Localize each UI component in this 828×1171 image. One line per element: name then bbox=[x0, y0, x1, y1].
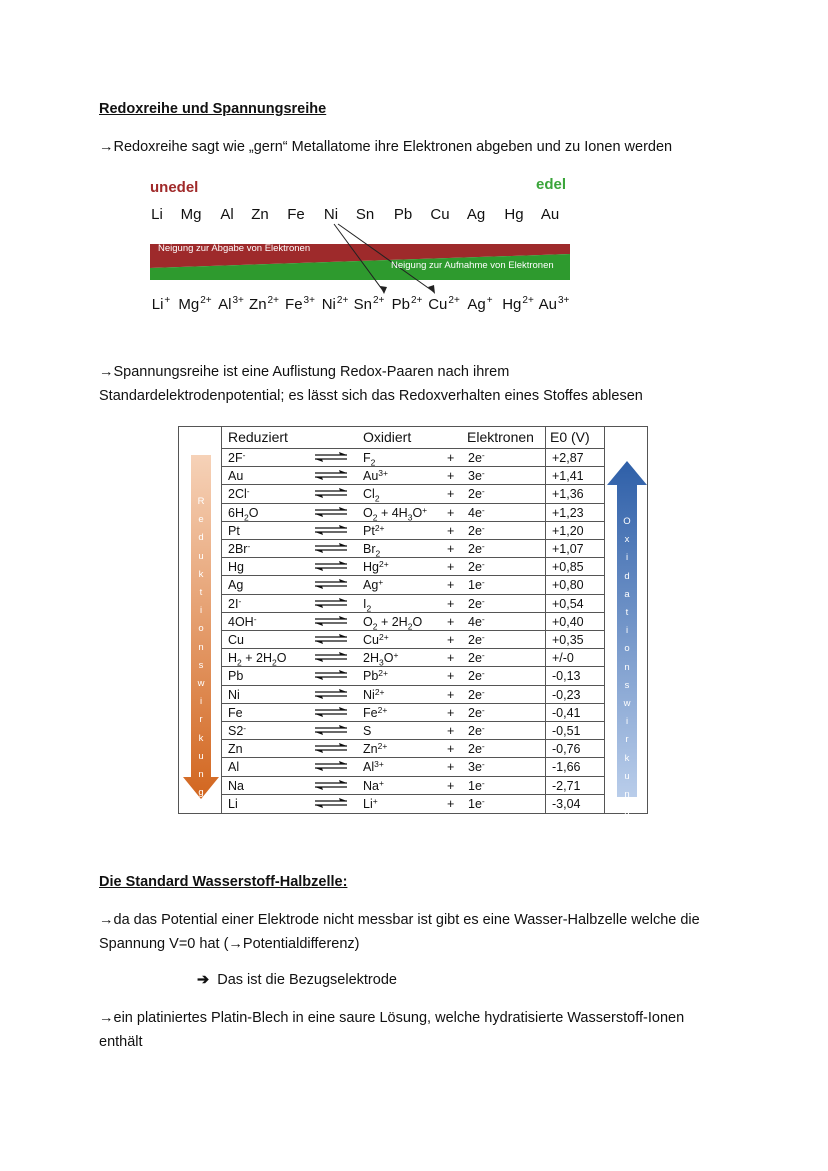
arrow-letter: t bbox=[625, 607, 629, 619]
table-row bbox=[222, 685, 604, 704]
cell-e0: +0,35 bbox=[552, 633, 584, 647]
plus-sign: + bbox=[447, 724, 455, 738]
arrow-letter: g bbox=[624, 807, 630, 819]
table-row bbox=[222, 776, 604, 795]
equilibrium-arrows-icon bbox=[313, 670, 349, 680]
header-elektronen: Elektronen bbox=[467, 429, 534, 445]
spannungsreihe-table bbox=[178, 426, 648, 819]
plus-sign: + bbox=[447, 596, 455, 611]
arrow-right-icon: → bbox=[99, 1010, 114, 1026]
paragraph-wasserstoff: →da das Potential einer Elektrode nicht messbar ist gibt es eine Wasser-Halbzelle welche die Spannung V=0 hat (→Potentialdifferenz) bbox=[99, 912, 700, 952]
table-row bbox=[222, 521, 604, 540]
cell-e0: +0,40 bbox=[552, 614, 584, 629]
equilibrium-arrows-icon bbox=[313, 579, 349, 589]
cell-oxidized: Li+ bbox=[363, 795, 378, 811]
arrow-letter: u bbox=[198, 750, 204, 762]
cell-oxidized: $Au^{3+}$ bbox=[363, 468, 388, 484]
ion-fe: $Fe^{3+}$ bbox=[285, 295, 315, 313]
label-unedel: unedel bbox=[150, 179, 199, 196]
cell-oxidized: $O_2 + 4H_3O^+$ bbox=[363, 504, 428, 523]
col-divider bbox=[604, 427, 605, 813]
cell-reduced: Ni bbox=[228, 687, 240, 702]
cell-e0: -1,66 bbox=[552, 760, 581, 775]
plus-sign: + bbox=[447, 487, 455, 502]
section-title-wasserstoff: Die Standard Wasserstoff-Halbzelle: bbox=[99, 874, 348, 890]
arrow-letter: o bbox=[198, 623, 204, 635]
arrow-letter: d bbox=[198, 532, 204, 544]
ion-ni: $Ni^{2+}$ bbox=[321, 295, 349, 313]
metal-mg: Mg bbox=[180, 206, 202, 223]
cell-e0: -3,04 bbox=[552, 796, 581, 811]
cell-e0: +2,87 bbox=[552, 451, 584, 465]
cell-electrons: 4e- bbox=[468, 613, 485, 629]
metal-cu: Cu bbox=[430, 206, 450, 223]
paragraph-spannungsreihe: →Spannungsreihe ist eine Auflistung Redox-Paaren nach ihrem Standardelektrodenpotential; es lässt sich das Redoxverhalten eines Stoffes ablesen bbox=[99, 364, 643, 404]
plus-sign: + bbox=[447, 614, 455, 629]
table-row bbox=[222, 503, 604, 522]
arrow-letter: k bbox=[198, 732, 204, 744]
cell-reduced: Pt bbox=[228, 523, 240, 538]
band-label-green: Neigung zur Aufnahme von Elektronen bbox=[391, 260, 554, 271]
cell-e0: +1,41 bbox=[552, 469, 584, 484]
table-row bbox=[222, 703, 604, 722]
cell-electrons: 2e- bbox=[468, 723, 485, 738]
cell-oxidized: Na+ bbox=[363, 777, 384, 793]
cell-reduced: Al bbox=[228, 760, 240, 775]
cell-oxidized: S bbox=[363, 724, 372, 738]
cell-oxidized: $Cu^{2+}$ bbox=[363, 632, 389, 647]
metal-au: Au bbox=[540, 206, 560, 223]
oxidation-arrow-text bbox=[621, 513, 633, 822]
cell-reduced: Ag bbox=[228, 578, 244, 593]
table-row bbox=[222, 612, 604, 631]
table-row bbox=[222, 484, 604, 503]
cell-e0: -0,51 bbox=[552, 724, 581, 738]
cell-e0: +1,20 bbox=[552, 523, 584, 538]
equilibrium-arrows-icon bbox=[313, 743, 349, 753]
equilibrium-arrows-icon bbox=[313, 634, 349, 644]
arrow-letter: R bbox=[197, 496, 205, 507]
cell-e0: -0,41 bbox=[552, 705, 581, 720]
header-oxidiert: Oxidiert bbox=[363, 429, 412, 445]
arrow-letter: u bbox=[198, 550, 204, 562]
plus-sign: + bbox=[447, 651, 455, 666]
plus-sign: + bbox=[447, 578, 455, 593]
arrow-letter: r bbox=[199, 714, 203, 726]
arrow-letter: s bbox=[198, 659, 204, 671]
ion-hg: $Hg^{2+}$ bbox=[502, 295, 534, 313]
cell-reduced: Pb bbox=[228, 669, 244, 684]
header-reduziert: Reduziert bbox=[228, 429, 288, 445]
table-row bbox=[222, 466, 604, 485]
equilibrium-arrows-icon bbox=[313, 725, 349, 735]
arrow-head-1 bbox=[380, 286, 387, 294]
arrow-letter: i bbox=[199, 605, 203, 617]
cell-electrons: 3e- bbox=[468, 759, 485, 775]
arrow-letter: n bbox=[198, 641, 204, 653]
cell-reduced: Na bbox=[228, 778, 244, 793]
cell-reduced: 4OH- bbox=[228, 613, 257, 629]
arrow-letter: i bbox=[199, 696, 203, 708]
arrow-letter: o bbox=[624, 643, 630, 655]
ion-ag: Ag+ bbox=[467, 295, 493, 313]
cell-electrons: 2e- bbox=[468, 650, 485, 666]
cell-reduced: Hg bbox=[228, 560, 244, 575]
plus-sign: + bbox=[447, 796, 455, 811]
table-row bbox=[222, 721, 604, 740]
arrow-letter: O bbox=[623, 516, 631, 527]
ion-mg: $Mg^{2+}$ bbox=[178, 295, 212, 313]
plus-sign: + bbox=[447, 469, 455, 484]
reduction-arrow-text bbox=[195, 493, 207, 802]
ion-pb: $Pb^{2+}$ bbox=[391, 295, 423, 313]
arrow-letter: w bbox=[197, 678, 205, 690]
cell-electrons: 2e- bbox=[468, 559, 485, 575]
cell-oxidized: $Ni^{2+}$ bbox=[363, 686, 385, 702]
equilibrium-arrows-icon bbox=[313, 652, 349, 662]
arrow-letter: d bbox=[624, 570, 630, 582]
metal-zn: Zn bbox=[251, 206, 269, 223]
arrow-letter: n bbox=[624, 789, 630, 801]
metal-sn: Sn bbox=[355, 206, 375, 223]
cell-oxidized: $Pt^{2+}$ bbox=[363, 522, 385, 538]
equilibrium-arrows-icon bbox=[313, 616, 349, 626]
ion-cu: $Cu^{2+}$ bbox=[428, 295, 460, 313]
cell-e0: +0,85 bbox=[552, 560, 584, 575]
cell-reduced: 2F- bbox=[228, 450, 246, 465]
equilibrium-arrows-icon bbox=[313, 507, 349, 517]
plus-sign: + bbox=[447, 505, 455, 520]
cell-electrons: 2e- bbox=[468, 704, 485, 720]
equilibrium-arrows-icon bbox=[313, 598, 349, 608]
arrow-letter: n bbox=[198, 769, 204, 781]
metal-hg: Hg bbox=[504, 206, 524, 223]
cell-reduced: Cu bbox=[228, 633, 244, 647]
plus-sign: + bbox=[447, 669, 455, 684]
cell-electrons: 2e- bbox=[468, 741, 485, 757]
cell-electrons: 1e- bbox=[468, 777, 485, 793]
cell-electrons: 1e- bbox=[468, 795, 485, 811]
section-title-redoxreihe: Redoxreihe und Spannungsreihe bbox=[99, 101, 327, 117]
table-row bbox=[222, 739, 604, 758]
arrow-letter: r bbox=[625, 734, 629, 746]
header-e0: E0 (V) bbox=[550, 429, 590, 445]
ion-al: $Al^{3+}$ bbox=[218, 295, 244, 313]
arrow-right-icon: → bbox=[228, 936, 243, 952]
plus-sign: + bbox=[447, 560, 455, 575]
metal-al: Al bbox=[220, 206, 234, 223]
plus-sign: + bbox=[447, 451, 455, 465]
cell-reduced: 2I- bbox=[228, 595, 242, 611]
cell-reduced: 2Br- bbox=[228, 541, 251, 556]
arrow-letter: x bbox=[624, 534, 630, 546]
equilibrium-arrows-icon bbox=[313, 543, 349, 553]
arrow-letter: n bbox=[624, 661, 630, 673]
arrow-right-icon: → bbox=[99, 364, 114, 380]
equilibrium-arrows-icon bbox=[313, 761, 349, 771]
metal-ag: Ag bbox=[466, 206, 486, 223]
label-edel: edel bbox=[536, 176, 567, 193]
bullet-bezugselektrode: ➔ Das ist die Bezugselektrode bbox=[197, 972, 397, 988]
ion-li: Li+ bbox=[151, 295, 171, 313]
paragraph-platin: →ein platiniertes Platin-Blech in eine saure Lösung, welche hydratisierte Wasserstoff-Ionen enthält bbox=[99, 1010, 685, 1050]
arrow-letter: i bbox=[625, 716, 629, 728]
arrow-right-icon: → bbox=[99, 912, 114, 928]
cell-e0: +/-0 bbox=[552, 651, 574, 666]
plus-sign: + bbox=[447, 633, 455, 647]
cell-oxidized: $2H_3O^+$ bbox=[363, 650, 399, 668]
table-row bbox=[222, 557, 604, 576]
plus-sign: + bbox=[447, 687, 455, 702]
table-row bbox=[222, 630, 604, 649]
cell-electrons: 2e- bbox=[468, 632, 485, 647]
cell-reduced: Fe bbox=[228, 705, 243, 720]
table-row bbox=[222, 666, 604, 685]
plus-sign: + bbox=[447, 523, 455, 538]
cell-reduced: Zn bbox=[228, 742, 243, 757]
cell-electrons: 2e- bbox=[468, 450, 485, 465]
arrow-letter: i bbox=[625, 625, 629, 637]
cell-e0: +0,80 bbox=[552, 578, 584, 593]
cell-reduced: $6H_2O$ bbox=[228, 505, 259, 523]
cell-oxidized: $Zn^{2+}$ bbox=[363, 741, 388, 757]
arrow-letter: w bbox=[623, 698, 631, 710]
equilibrium-arrows-icon bbox=[313, 798, 349, 808]
band-label-red: Neigung zur Abgabe von Elektronen bbox=[158, 243, 311, 254]
cell-reduced: Au bbox=[228, 469, 244, 484]
arrow-letter: k bbox=[198, 568, 204, 580]
arrow-head-2 bbox=[428, 285, 435, 294]
table-row bbox=[222, 539, 604, 558]
cell-electrons: 2e- bbox=[468, 686, 485, 702]
equilibrium-arrows-icon bbox=[313, 470, 349, 480]
cell-oxidized: $Cl_2$ bbox=[363, 487, 380, 504]
cell-electrons: 3e- bbox=[468, 468, 485, 484]
cell-electrons: 4e- bbox=[468, 504, 485, 520]
cell-electrons: 2e- bbox=[468, 541, 485, 556]
cell-reduced: 2Cl- bbox=[228, 486, 250, 502]
cell-oxidized: $O_2 + 2H_2O$ bbox=[363, 614, 423, 632]
cell-oxidized: $Br_2$ bbox=[363, 542, 381, 559]
metal-fe: Fe bbox=[287, 206, 305, 223]
arrow-letter: k bbox=[624, 752, 630, 764]
table-row bbox=[222, 575, 604, 594]
cell-electrons: 2e- bbox=[468, 668, 485, 684]
cell-oxidized: $Pb^{2+}$ bbox=[363, 668, 388, 684]
ion-zn: $Zn^{2+}$ bbox=[249, 295, 279, 313]
paragraph-redoxreihe: →Redoxreihe sagt wie „gern“ Metallatome ihre Elektronen abgeben und zu Ionen werden bbox=[99, 139, 673, 155]
cell-e0: -2,71 bbox=[552, 778, 581, 793]
arrow-letter: g bbox=[198, 787, 204, 799]
equilibrium-arrows-icon bbox=[313, 452, 349, 462]
plus-sign: + bbox=[447, 742, 455, 757]
equilibrium-arrows-icon bbox=[313, 707, 349, 717]
arrow-letter: u bbox=[624, 770, 630, 782]
cell-oxidized: $I_2$ bbox=[363, 596, 372, 614]
cell-e0: -0,76 bbox=[552, 742, 581, 757]
equilibrium-arrows-icon bbox=[313, 561, 349, 571]
metal-pb: Pb bbox=[393, 206, 413, 223]
cell-oxidized: $Hg^{2+}$ bbox=[363, 559, 389, 575]
metal-li: Li bbox=[151, 206, 163, 223]
arrow-letter: s bbox=[624, 679, 630, 691]
plus-sign: + bbox=[447, 760, 455, 775]
cell-electrons: 2e- bbox=[468, 486, 485, 502]
bold-arrow-icon: ➔ bbox=[197, 972, 210, 988]
cell-e0: +1,23 bbox=[552, 505, 584, 520]
metal-series-diagram bbox=[138, 168, 578, 328]
cell-e0: +0,54 bbox=[552, 596, 584, 611]
cell-electrons: 1e- bbox=[468, 577, 485, 593]
plus-sign: + bbox=[447, 705, 455, 720]
equilibrium-arrows-icon bbox=[313, 525, 349, 535]
cell-oxidized: Ag+ bbox=[363, 577, 384, 593]
arrow-letter: e bbox=[198, 514, 204, 526]
table-row bbox=[222, 757, 604, 776]
equilibrium-arrows-icon bbox=[313, 689, 349, 699]
arrow-letter: a bbox=[624, 588, 630, 600]
cell-oxidized: $Fe^{2+}$ bbox=[363, 704, 388, 720]
cell-reduced: S2- bbox=[228, 723, 247, 738]
ion-au: $Au^{3+}$ bbox=[538, 295, 570, 313]
plus-sign: + bbox=[447, 778, 455, 793]
cell-electrons: 2e- bbox=[468, 595, 485, 611]
arrow-letter: i bbox=[625, 552, 629, 564]
cell-e0: +1,07 bbox=[552, 542, 584, 556]
cell-reduced: $H_2 + 2H_2O$ bbox=[228, 651, 287, 668]
arrow-right-icon: → bbox=[99, 139, 114, 155]
table-row bbox=[222, 648, 604, 667]
equilibrium-arrows-icon bbox=[313, 488, 349, 498]
cell-e0: +1,36 bbox=[552, 487, 584, 502]
plus-sign: + bbox=[447, 542, 455, 556]
cell-oxidized: $F_2$ bbox=[363, 451, 376, 468]
cell-electrons: 2e- bbox=[468, 522, 485, 538]
arrow-letter: t bbox=[199, 587, 203, 599]
cell-e0: -0,13 bbox=[552, 669, 581, 684]
cell-reduced: Li bbox=[228, 796, 238, 811]
table-row bbox=[222, 794, 604, 813]
cell-e0: -0,23 bbox=[552, 687, 581, 702]
equilibrium-arrows-icon bbox=[313, 780, 349, 790]
cell-oxidized: $Al^{3+}$ bbox=[363, 759, 384, 775]
table-row bbox=[222, 448, 604, 467]
ion-sn: $Sn^{2+}$ bbox=[353, 295, 385, 313]
metal-ni: Ni bbox=[323, 206, 339, 223]
table-row bbox=[222, 594, 604, 613]
